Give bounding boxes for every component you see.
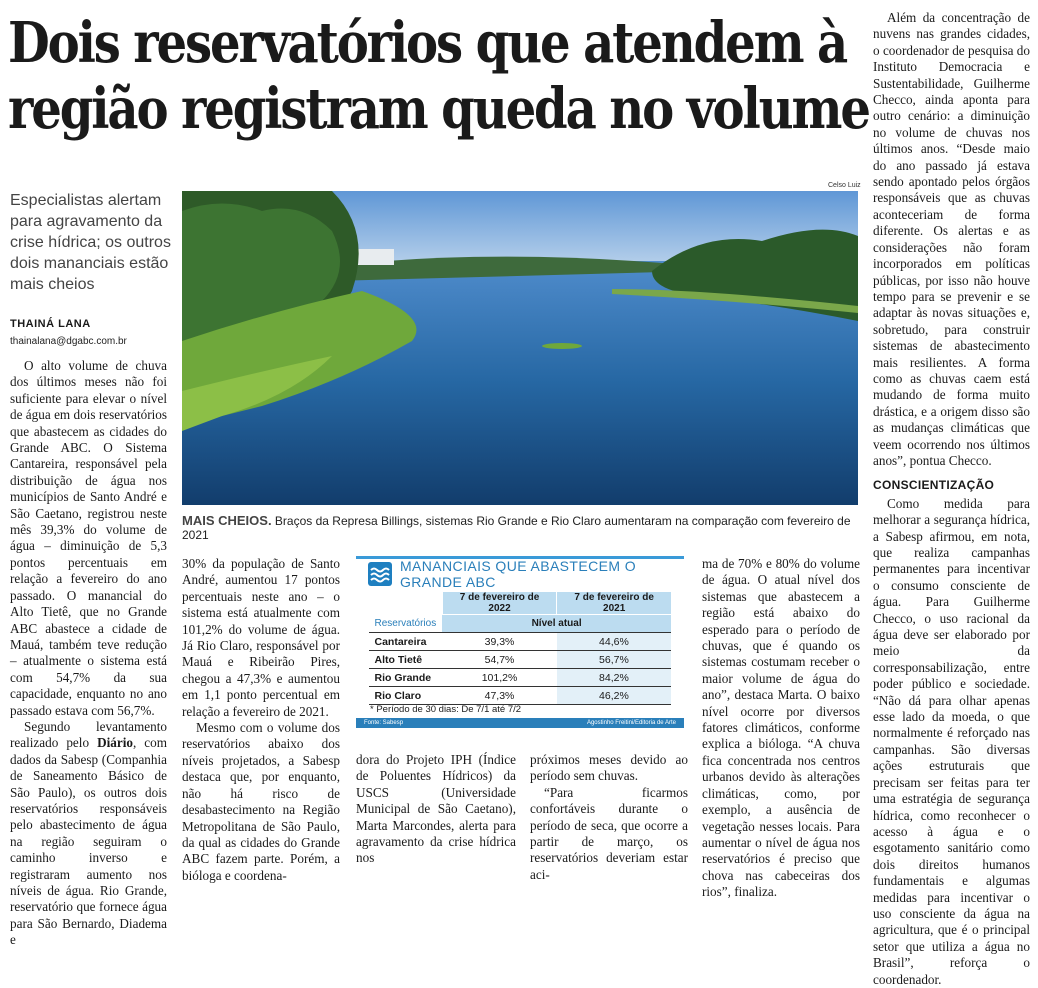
column-1 — [10, 358, 167, 949]
row-header-label: Reservatórios — [369, 615, 443, 633]
table-row: Rio Claro 47,3% 46,2% — [369, 687, 672, 705]
table-corner — [369, 592, 443, 615]
caption-lead: MAIS CHEIOS. — [182, 513, 272, 528]
column-header-2022: 7 de fevereiro de 2022 — [442, 592, 557, 615]
deck: Especialistas alertam para agravamento da crise hídrica; os outros dois mananciais estão mais cheios — [10, 192, 171, 293]
column-6 — [873, 10, 1030, 988]
headline-line-1: Dois reservatórios que atendem à — [8, 10, 847, 76]
photo-credit: Celso Luiz — [828, 182, 861, 189]
table-row: Rio Grande 101,2% 84,2% — [369, 669, 672, 687]
headline — [8, 10, 869, 142]
art-credit: Agostinho Freitini/Editoria de Arte — [586, 720, 676, 726]
paragraph: O alto volume de chuva dos últimos meses não foi suficiente para elevar o nível de água em dois reservatórios que abastecem as cidades do Grande ABC. O Sistema Cantareira, responsável pela distribuição de água nos municípios de Santo André e São Caetano, registrou neste mês 39,3% do volume de água – diminuição de 5,3 pontos percentuais em relação a fevereiro do ano passado. O manancial do Alto Tietê, que no Grande ABC abastece a cidade de Mauá, também teve redução – atualmente o sistema está com 54,7% da sua capacidade, enquanto no ano passado estava com 56,7%. — [10, 358, 167, 718]
column-4 — [530, 752, 688, 883]
paragraph: Além da concentração de nuvens nas grandes cidades, o coordenador de pesquisa do Instituto Democracia e Sustentabilidade, Guilherme Checco, ainda aponta para outro cenário: a diminuição no volume de chuvas nos últimos anos. “Desde maio do ano passado já estava sendo apontado pelos órgãos responsáveis que as chuvas aconteceriam de forma diferente. Os alertas e as considerações não foram incorporados em políticas públicas, por isso não houve tempo para se prevenir e se adaptar às novas situações e, sobretudo, para construir sistemas de abastecimento mais resilientes. A forma como as chuvas caem está mudando de forma muito drástica, e a origem disso são as mudanças climáticas que veem ocorrendo nos últimos anos”, pontua Checco. — [873, 10, 1030, 468]
reservoir-landscape-image — [182, 191, 858, 505]
paragraph: ma de 70% e 80% do volume de água. O atual nível dos sistemas que abastecem a região está abaixo do esperado para o período de chuvas, que é quando os sistemas costumam receber o maior volume de água do ano”, destaca Marta. O baixo nível ocorre por diversos fatores climáticos, conforme explica a bióloga. “A chuva fica concentrada nos centros urbanos devido às alterações climáticas, como, por exemplo, a ausência de vegetação nesses locais. Para aumentar o nível de água nos reservatórios é preciso que chova nas cabeceiras dos rios”, finaliza. — [702, 556, 860, 900]
column-header-2021: 7 de fevereiro de 2021 — [557, 592, 671, 615]
paragraph: “Para ficarmos confortáveis durante o período de seca, que ocorre a partir de março, os reservatórios deveriam estar aci- — [530, 784, 688, 882]
column-3 — [356, 752, 516, 867]
author-email[interactable]: thainalana@dgabc.com.br — [10, 336, 127, 347]
source-label: Fonte: Sabesp — [364, 720, 404, 726]
reservoirs-infobox — [356, 556, 684, 726]
section-subhead: CONSCIENTIZAÇÃO — [873, 478, 995, 493]
paragraph: próximos meses devido ao período sem chuvas. — [530, 752, 688, 784]
author-name: THAINÁ LANA — [10, 318, 91, 330]
paragraph: Mesmo com o volume dos reservatórios abaixo dos níveis projetados, a Sabesp destaca que, por enquanto, não há risco de desabastecimento na Região Metropolitana de São Paulo, da qual as cidades do Grande ABC fazem parte. Porém, a bióloga e coordena- — [182, 720, 340, 883]
paragraph: dora do Projeto IPH (Índice de Poluentes Hídricos) da USCS (Universidade Municipal de São Caetano), Marta Marcondes, alerta para agravamento da crise hídrica nos — [356, 752, 516, 866]
photo-caption — [182, 513, 862, 542]
table-row: Alto Tietê 54,7% 56,7% — [369, 651, 672, 669]
paragraph: Segundo levantamento realizado pelo Diário, com dados da Sabesp (Companhia de Saneamento Básico de São Paulo), os outros dois reservatórios responsáveis pelo abastecimento de água na região seguiram o caminho inverso e registraram aumento nos níveis de água. Rio Grande, reservatório que fornece água para São Bernardo, Diadema e — [10, 718, 167, 948]
infobox-title: MANANCIAIS QUE ABASTECEM O GRANDE ABC — [400, 558, 636, 590]
paragraph: Como medida para melhorar a segurança hídrica, a Sabesp afirmou, em nota, que realiza campanhas permanentes para incentivar o consumo consciente de água. Para Guilherme Checco, o uso racional da água deve ser elaborado por meio da corresponsabilização, entre poder público e sociedade. “Não dá para olhar apenas esse lado da moeda, o que normalmente é reforçado nas campanhas. São diversas ações estruturais que precisam ser feitas para ter uma estratégia de segurança hídrica, como reconhecer o acesso à água e o esgotamento sanitário como dois direitos humanos fundamentais e algumas medidas para incentivar o uso consciente da água na agricultura, que é o principal setor que utiliza a água no Brasil”, reforça o coordenador. — [873, 495, 1030, 987]
column-5 — [702, 556, 860, 901]
reservoir-photo — [182, 191, 858, 505]
newspaper-name: Diário — [97, 735, 133, 751]
byline — [10, 318, 175, 347]
caption-text: Braços da Represa Billings, sistemas Rio Grande e Rio Claro aumentaram na comparação com fevereiro de 2021 — [182, 514, 851, 542]
infobox-footer — [356, 718, 684, 728]
table-footnote: * Período de 30 dias: De 7/1 até 7/2 — [370, 704, 522, 715]
table-row: Cantareira 39,3% 44,6% — [369, 633, 672, 651]
column-2 — [182, 556, 340, 884]
water-waves-icon — [368, 562, 392, 586]
level-subheader: Nível atual — [442, 615, 671, 633]
reservoirs-table — [368, 592, 671, 705]
headline-line-2: região registram queda no volume — [8, 76, 869, 142]
paragraph: 30% da população de Santo André, aumentou 17 pontos percentuais neste ano – o sistema está atualmente com 101,2% do volume de água. Já Rio Claro, responsável por Mauá e Ribeirão Pires, chegou a 47,3% e aumentou em 1,1 ponto percentual em relação a fevereiro de 2021. — [182, 556, 340, 719]
